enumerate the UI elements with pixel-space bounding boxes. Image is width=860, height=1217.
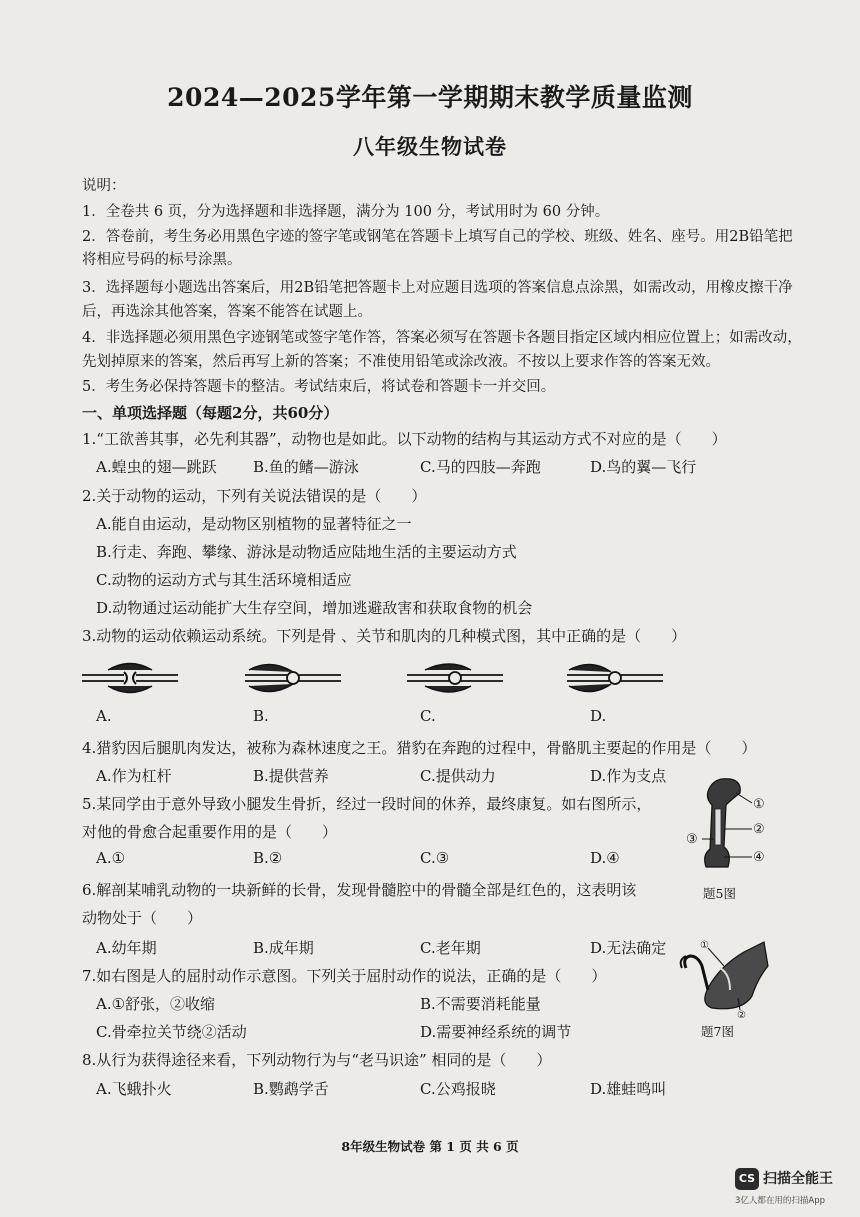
camscanner-logo-icon: CS xyxy=(735,1168,759,1190)
q5-option-a: A.① xyxy=(96,849,126,867)
instruction-line: 先划掉原来的答案，然后再写上新的答案；不准使用铅笔或涂改液。不按以上要求作答的答案无效。 xyxy=(82,354,720,370)
question-4-stem: 4.猎豹因后腿肌肉发达，被称为森林速度之王。猎豹在奔跑的过程中，骨骼肌主要起的作用是（ ） xyxy=(82,739,757,757)
figure5-mark-3: ③ xyxy=(686,832,698,847)
exam-title: 2024—2025学年第一学期期末教学质量监测 xyxy=(167,83,693,112)
q8-option-c: C.公鸡报晓 xyxy=(420,1080,496,1098)
q1-option-b: B.鱼的鳍—游泳 xyxy=(253,458,359,476)
q7-option-a: A.①舒张，②收缩 xyxy=(96,995,216,1013)
q1-option-c: C.马的四肢—奔跑 xyxy=(420,458,541,476)
q6-option-d: D.无法确定 xyxy=(590,939,667,957)
watermark-tagline: 3亿人都在用的扫描App xyxy=(735,1196,826,1206)
section-heading: 一、单项选择题（每题2分，共60分） xyxy=(82,404,339,422)
figure7-mark-1: ① xyxy=(700,940,709,951)
instruction-line: 1．全卷共 6 页，分为选择题和非选择题，满分为 100 分，考试用时为 60 分钟。 xyxy=(82,204,610,220)
scanner-watermark xyxy=(735,1166,840,1208)
q2-option-b: B.行走、奔跑、攀缘、游泳是动物适应陆地生活的主要运动方式 xyxy=(96,543,517,561)
q5-option-d: D.④ xyxy=(590,849,620,867)
q1-option-a: A.蝗虫的翅—跳跃 xyxy=(96,458,217,476)
instruction-line: 3．选择题每小题选出答案后，用2B铅笔把答题卡上对应题目选项的答案信息点涂黑，如需改动，用橡皮擦干净 xyxy=(82,280,793,296)
joint-diagram-b xyxy=(243,660,343,696)
q2-option-d: D.动物通过运动能扩大生存空间，增加逃避敌害和获取食物的机会 xyxy=(96,599,533,617)
q4-option-a: A.作为杠杆 xyxy=(96,767,172,785)
instruction-line: 4．非选择题必须用黑色字迹钢笔或签字笔作答，答案必须写在答题卡各题目指定区域内相应位置上；如需改动， xyxy=(82,330,802,346)
page-footer: 8年级生物试卷 第 1 页 共 6 页 xyxy=(341,1139,519,1154)
q2-option-a: A.能自由运动，是动物区别植物的显著特征之一 xyxy=(96,515,412,533)
question-8-stem: 8.从行为获得途径来看，下列动物行为与“老马识途” 相同的是（ ） xyxy=(82,1051,552,1069)
q3-option-b: B. xyxy=(253,707,269,725)
instruction-line: 2．答卷前，考生务必用黑色字迹的签字笔或钢笔在答题卡上填写自己的学校、班级、姓名、座号。用2B铅笔把 xyxy=(82,229,793,245)
q8-option-a: A.飞蛾扑火 xyxy=(96,1080,172,1098)
q2-option-c: C.动物的运动方式与其生活环境相适应 xyxy=(96,571,352,589)
question-2-stem: 2.关于动物的运动，下列有关说法错误的是（ ） xyxy=(82,487,427,505)
q3-option-d: D. xyxy=(590,707,607,725)
figure5-label: 题5图 xyxy=(703,886,736,901)
q5-option-c: C.③ xyxy=(420,849,450,867)
instruction-line: 5．考生务必保持答题卡的整洁。考试结束后，将试卷和答题卡一并交回。 xyxy=(82,379,556,395)
figure5-mark-2: ② xyxy=(753,822,765,837)
q6-option-c: C.老年期 xyxy=(420,939,481,957)
q7-option-d: D.需要神经系统的调节 xyxy=(420,1023,572,1041)
joint-diagram-a xyxy=(80,660,180,696)
joint-diagram-d xyxy=(565,660,665,696)
q4-option-c: C.提供动力 xyxy=(420,767,496,785)
question-1-stem: 1.“工欲善其事，必先利其器”，动物也是如此。以下动物的结构与其运动方式不对应的是（ ） xyxy=(82,430,727,448)
q5-option-b: B.② xyxy=(253,849,283,867)
q7-option-c: C.骨牵拉关节绕②活动 xyxy=(96,1023,247,1041)
joint-diagram-c xyxy=(405,660,505,696)
exam-subtitle: 八年级生物试卷 xyxy=(353,134,507,159)
question-7-stem: 7.如右图是人的屈肘动作示意图。下列关于屈肘动作的说法，正确的是（ ） xyxy=(82,967,607,985)
q7-option-b: B.不需要消耗能量 xyxy=(420,995,541,1013)
question-3-stem: 3.动物的运动依赖运动系统。下列是骨 、关节和肌肉的几种模式图，其中正确的是（ ） xyxy=(82,627,687,645)
figure5-mark-1: ① xyxy=(753,797,765,812)
q8-option-d: D.雄蛙鸣叫 xyxy=(590,1080,667,1098)
question-6-stem-cont: 动物处于（ ） xyxy=(82,909,203,927)
instruction-line: 后，再选涂其他答案，答案不能答在试题上。 xyxy=(82,304,372,320)
q3-option-c: C. xyxy=(420,707,436,725)
q1-option-d: D.鸟的翼—飞行 xyxy=(590,458,697,476)
figure7-mark-2: ② xyxy=(737,1010,746,1021)
q4-option-b: B.提供营养 xyxy=(253,767,329,785)
q6-option-b: B.成年期 xyxy=(253,939,314,957)
question-6-stem: 6.解剖某哺乳动物的一块新鲜的长骨，发现骨髓腔中的骨髓全部是红色的，这表明该 xyxy=(82,881,637,899)
watermark-app-name: 扫描全能王 xyxy=(763,1171,833,1187)
q3-option-a: A. xyxy=(96,707,112,725)
instruction-line: 将相应号码的标号涂黑。 xyxy=(82,252,242,268)
question-5-stem-cont: 对他的骨愈合起重要作用的是（ ） xyxy=(82,823,338,841)
q4-option-d: D.作为支点 xyxy=(590,767,667,785)
elbow-flexion-figure xyxy=(672,938,772,1018)
instructions-heading: 说明： xyxy=(82,178,126,194)
figure7-label: 题7图 xyxy=(701,1024,734,1039)
question-5-stem: 5.某同学由于意外导致小腿发生骨折，经过一段时间的休养，最终康复。如右图所示， xyxy=(82,795,652,813)
q6-option-a: A.幼年期 xyxy=(96,939,157,957)
figure5-mark-4: ④ xyxy=(753,850,765,865)
q8-option-b: B.鹦鹉学舌 xyxy=(253,1080,329,1098)
